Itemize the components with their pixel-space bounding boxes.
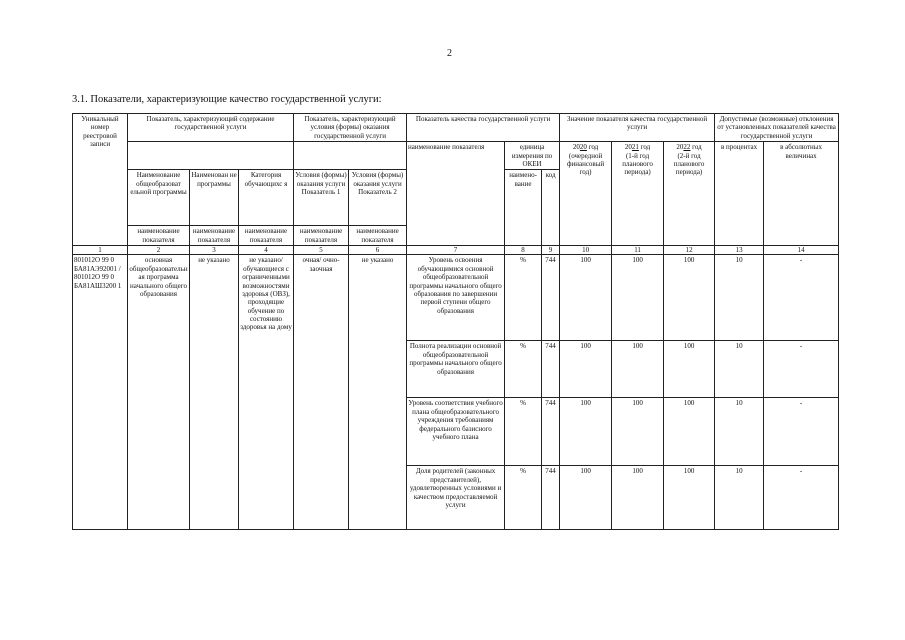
- column-number: 5: [294, 246, 349, 255]
- indicator-unit: %: [505, 466, 542, 530]
- column-number: 8: [505, 246, 542, 255]
- conditions-blank: [294, 142, 407, 170]
- program-cell: основная общеобразовательная программа начального общего образования: [128, 255, 190, 530]
- indicator-code: 744: [542, 398, 560, 466]
- subcaption-1: наименование показателя: [128, 226, 190, 246]
- indicator-value-3: 100: [664, 255, 715, 341]
- header-year-3: 2022 год (2-й год планового периода): [664, 142, 715, 246]
- column-number: 10: [560, 246, 612, 255]
- indicator-value-1: 100: [560, 398, 612, 466]
- indicator-code: 744: [542, 341, 560, 398]
- indicator-unit: %: [505, 341, 542, 398]
- indicator-name: Уровень соответствия учебного плана общеобразовательного учреждения требованиям федерального базисного учебного плана: [407, 398, 505, 466]
- subcaption-5: наименование показателя: [349, 226, 407, 246]
- header-year-2: 2021 год (1-й год планового периода): [612, 142, 664, 246]
- indicator-value-1: 100: [560, 255, 612, 341]
- indicator-value-2: 100: [612, 466, 664, 530]
- column-number: 1: [73, 246, 128, 255]
- table-row: [73, 255, 839, 341]
- header-program: Наименование общеобразоват ельной программы: [128, 170, 190, 226]
- indicator-value-2: 100: [612, 341, 664, 398]
- header-condition-2: Условия (формы) оказания услуги Показатель 2: [349, 170, 407, 226]
- indicator-unit: %: [505, 255, 542, 341]
- column-number: 2: [128, 246, 190, 255]
- indicator-value-2: 100: [612, 398, 664, 466]
- header-unit-name: наимено- вание: [505, 170, 542, 246]
- subcaption-3: наименование показателя: [239, 226, 294, 246]
- quality-indicators-table: [72, 113, 839, 530]
- subcaption-2: наименование показателя: [190, 226, 239, 246]
- column-number: 14: [764, 246, 839, 255]
- indicator-absolute: -: [764, 255, 839, 341]
- column-number: 11: [612, 246, 664, 255]
- header-year-1: 2020 год (очередной финансовый год): [560, 142, 612, 246]
- header-category: Категория обучающихс я: [239, 170, 294, 226]
- indicator-code: 744: [542, 255, 560, 341]
- indicator-name: Доля родителей (законных представителей), удовлетворенных условиями и качеством предоставляемой услуги: [407, 466, 505, 530]
- content-blank: [128, 142, 294, 170]
- header-quality-value: Значение показателя качества государственной услуги: [560, 114, 715, 142]
- header-conditions-indicator: Показатель, характеризующий условия (формы) оказания государственной услуги: [294, 114, 407, 142]
- header-content-indicator: Показатель, характеризующий содержание государственной услуги: [128, 114, 294, 142]
- column-number: 4: [239, 246, 294, 255]
- column-number: 12: [664, 246, 715, 255]
- indicator-absolute: -: [764, 398, 839, 466]
- header-unit-code: код: [542, 170, 560, 246]
- indicator-value-1: 100: [560, 341, 612, 398]
- page-number: 2: [447, 48, 452, 59]
- header-quality-indicator: Показатель качества государственной услуги: [407, 114, 560, 142]
- column-number: 3: [190, 246, 239, 255]
- indicator-code: 744: [542, 466, 560, 530]
- condition-2-cell: не указано: [349, 255, 407, 530]
- header-unit: единица измерения по ОКЕИ: [505, 142, 560, 170]
- column-number: 7: [407, 246, 505, 255]
- indicator-value-3: 100: [664, 466, 715, 530]
- column-number-row: [73, 246, 839, 255]
- indicator-percent: 10: [715, 466, 764, 530]
- header-in-absolute: в абсолютных величинах: [764, 142, 839, 246]
- indicator-name: Уровень освоения обучающимися основной общеобразовательной программы начального общего образования по завершении первой ступени общего образования: [407, 255, 505, 341]
- category-cell: не указано/ обучающиеся с ограниченными возможностями здоровья (ОВЗ), проходящие обучение по состоянию здоровья на дому: [239, 255, 294, 530]
- registry-number: 801012О 99 0 БА81АЭ92001 / 801012О 99 0 БА81АШ3200 1: [73, 255, 128, 530]
- indicator-value-2: 100: [612, 255, 664, 341]
- indicator-value-1: 100: [560, 466, 612, 530]
- indicator-absolute: -: [764, 341, 839, 398]
- header-indicator-name: наименование показателя: [407, 142, 505, 246]
- indicator-percent: 10: [715, 255, 764, 341]
- indicator-name: Полнота реализации основной общеобразовательной программы начального общего образования: [407, 341, 505, 398]
- header-deviation: Допустимые (возможные) отклонения от установленных показателей качества государственной услуги: [715, 114, 839, 142]
- program-name-cell: не указано: [190, 255, 239, 530]
- column-number: 13: [715, 246, 764, 255]
- section-title: 3.1. Показатели, характеризующие качество государственной услуги:: [72, 94, 382, 105]
- header-program-name: Наименован не программы: [190, 170, 239, 226]
- header-unique-number: Уникальный номер реестровой записи: [73, 114, 128, 246]
- condition-1-cell: очная/ очно-заочная: [294, 255, 349, 530]
- subcaption-4: наименование показателя: [294, 226, 349, 246]
- indicator-value-3: 100: [664, 341, 715, 398]
- header-in-percent: в процентах: [715, 142, 764, 246]
- indicator-percent: 10: [715, 341, 764, 398]
- header-condition-1: Условия (формы) оказания услуги Показатель 1: [294, 170, 349, 226]
- column-number: 9: [542, 246, 560, 255]
- indicator-value-3: 100: [664, 398, 715, 466]
- indicator-absolute: -: [764, 466, 839, 530]
- indicator-unit: %: [505, 398, 542, 466]
- column-number: 6: [349, 246, 407, 255]
- indicator-percent: 10: [715, 398, 764, 466]
